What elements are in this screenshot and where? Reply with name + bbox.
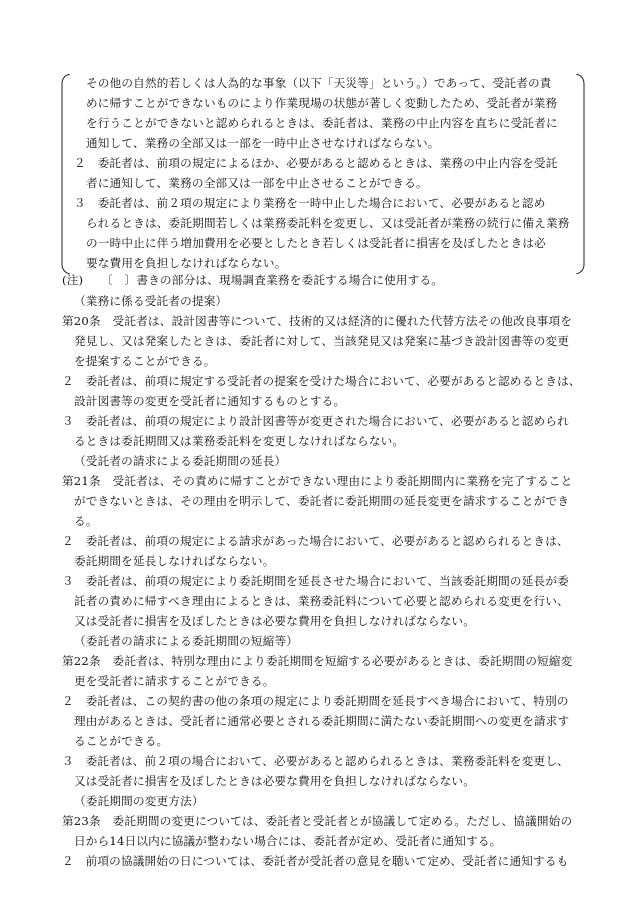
text-line: 者に通知して、業務の全部又は一部を中止させることができる。 xyxy=(86,176,428,190)
clause-line: ３ 委託者は、前項の規定により委託期間を延長させた場合において、当該委託期間の延長が委 xyxy=(62,574,569,588)
text-line: 又は受託者に損害を及ぼしたときは必要な費用を負担しなければならない。 xyxy=(74,774,475,788)
text-line: 要な費用を負担しなければならない。 xyxy=(86,256,287,270)
clause-line: ３ 委託者は、前項の規定により設計図書等が変更された場合において、必要があると認められ xyxy=(62,414,569,428)
article-line: 第23条 委託期間の変更については、委託者と受託者とが協議して定める。ただし、協議開始の xyxy=(62,814,573,828)
text-line: 託者の責めに帰すべき理由によるときは、業務委託料について必要と認められる変更を行い、 xyxy=(74,594,569,608)
article-line: 第20条 受託者は、設計図書等について、技術的又は経済的に優れた代替方法その他改良事項を xyxy=(62,314,573,328)
section-heading: （業務に係る受託者の提案） xyxy=(74,294,228,308)
article-line: 第22条 委託者は、特別な理由により委託期間を短縮する必要があるときは、委託期間の短縮変 xyxy=(62,654,573,668)
note-line: (注) 〔 〕書きの部分は、現場調査業務を委託する場合に使用する。 xyxy=(62,273,444,287)
text-line: ２ 委託者は、前項の規定によるほか、必要があると認めるときは、業務の中止内容を受託 xyxy=(74,156,558,170)
text-line: られるときは、委託期間若しくは業務委託料を変更し、又は受託者が業務の続行に備え業務 xyxy=(86,216,570,230)
text-line: 理由があるときは、受託者に通常必要とされる委託期間に満たない委託期間への変更を請求す xyxy=(74,714,570,728)
section-heading: （受託者の請求による委託期間の延長） xyxy=(74,454,287,468)
text-line: その他の自然的若しくは人為的な事象（以下「天災等」という。）であって、受託者の責 xyxy=(86,76,552,90)
text-line: 日から14日以内に協議が整わない場合には、委託者が定め、受託者に通知する。 xyxy=(74,834,502,848)
text-line: ３ 委託者は、前２項の規定により業務を一時中止した場合において、必要があると認め xyxy=(74,196,546,210)
text-line: 発見し、又は発案したときは、委託者に対して、当該発見又は発案に基づき設計図書等の変更 xyxy=(74,334,570,348)
clause-line: ２ 前項の協議開始の日については、委託者が受託者の意見を聴いて定め、受託者に通知するも xyxy=(62,854,569,868)
section-heading: （委託期間の変更方法） xyxy=(74,794,204,808)
clause-line: ３ 委託者は、前２項の場合において、必要があると認められるときは、業務委託料を変更し、 xyxy=(62,754,569,768)
section-heading: （委託者の請求による委託期間の短縮等） xyxy=(74,634,299,648)
clause-line: ２ 委託者は、前項の規定による請求があった場合において、必要があると認められるときは、 xyxy=(62,534,569,548)
text-line: 更を受託者に請求することができる。 xyxy=(74,674,275,688)
article-line: 第21条 受託者は、その責めに帰すことができない理由により委託期間内に業務を完了すること xyxy=(62,474,573,488)
text-line: る。 xyxy=(74,514,98,528)
text-line: を行うことができないと認められるときは、委託者は、業務の中止内容を直ちに受託者に xyxy=(86,116,558,130)
text-line: ができないときは、その理由を明示して、委託者に委託期間の延長変更を請求することができ xyxy=(74,494,570,508)
text-line: るときは委託期間又は業務委託料を変更しなければならない。 xyxy=(74,434,405,448)
text-line: 設計図書等の変更を受託者に通知するものとする。 xyxy=(74,394,346,408)
text-line: 通知して、業務の全部又は一部を一時中止させなければならない。 xyxy=(86,136,440,150)
clause-line: ２ 委託者は、前項に規定する受託者の提案を受けた場合において、必要があると認めるときは、 xyxy=(62,374,581,388)
text-line: を提案することができる。 xyxy=(74,354,216,368)
text-line: 委託期間を延長しなければならない。 xyxy=(74,554,275,568)
text-line: の一時中止に伴う増加費用を必要としたとき若しくは受託者に損害を及ぼしたときは必 xyxy=(86,236,546,250)
text-line: 又は受託者に損害を及ぼしたときは必要な費用を負担しなければならない。 xyxy=(74,614,475,628)
clause-line: ２ 委託者は、この契約書の他の条項の規定により委託期間を延長すべき場合において、特別の xyxy=(62,694,569,708)
text-line: めに帰すことができないものにより作業現場の状態が著しく変動したため、受託者が業務 xyxy=(86,96,558,110)
text-line: ることができる。 xyxy=(74,734,169,748)
